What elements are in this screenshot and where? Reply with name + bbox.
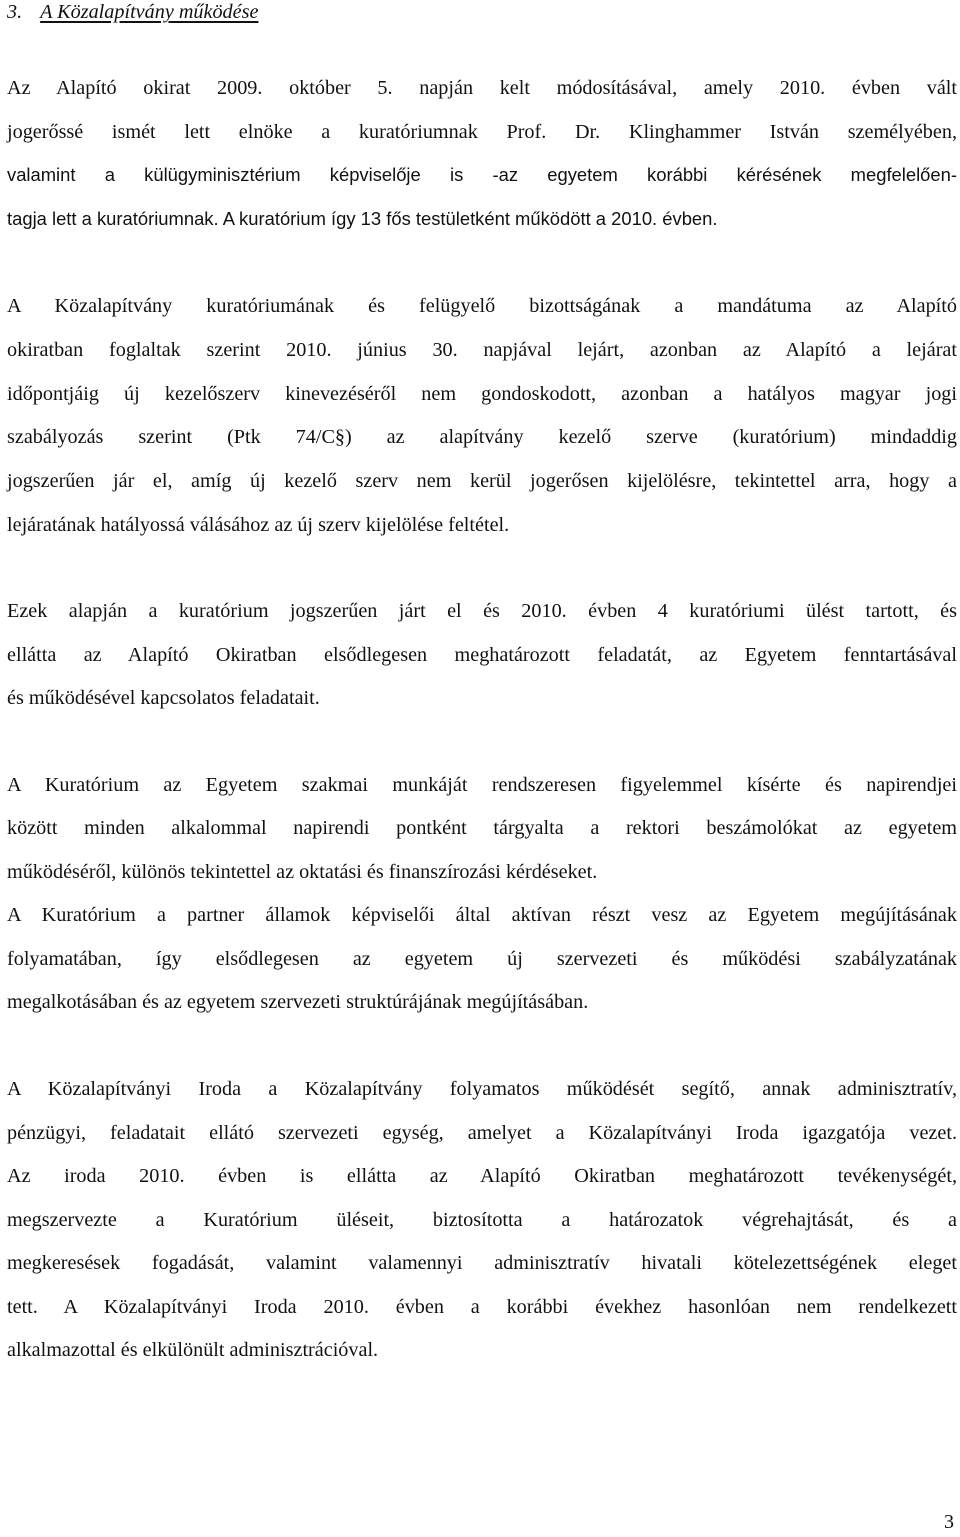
paragraph-2-line-5: jogszerűen jár el, amíg új kezelő szerv nem kerül jogerősen kijelölésre, tekintettel arra, hogy a: [7, 470, 957, 492]
paragraph-4-line-1: A Kuratórium az Egyetem szakmai munkáját rendszeresen figyelemmel kísérte és napirendjei: [7, 774, 957, 796]
paragraph-2-line-2: okiratban foglaltak szerint 2010. június 30. napjával lejárt, azonban az Alapító a lejárat: [7, 339, 957, 361]
paragraph-1-line-2: jogerőssé ismét lett elnöke a kuratóriumnak Prof. Dr. Klinghammer István személyében,: [7, 121, 957, 143]
paragraph-4-line-3: működéséről, különös tekintettel az oktatási és finanszírozási kérdéseket.: [7, 861, 598, 883]
paragraph-4-line-2: között minden alkalommal napirendi pontként tárgyalta a rektori beszámolókat az egyetem: [7, 817, 957, 839]
paragraph-2-line-1: A Közalapítvány kuratóriumának és felügyelő bizottságának a mandátuma az Alapító: [7, 295, 957, 317]
paragraph-3-line-1: Ezek alapján a kuratórium jogszerűen járt el és 2010. évben 4 kuratóriumi ülést tartott, és: [7, 600, 957, 622]
paragraph-6-line-2: pénzügyi, feladatait ellátó szervezeti egység, amelyet a Közalapítványi Iroda igazgatója vezet.: [7, 1122, 957, 1144]
section-heading: [7, 0, 258, 24]
paragraph-6-line-5: megkeresések fogadását, valamint valamennyi adminisztratív hivatali kötelezettségének eleget: [7, 1252, 957, 1274]
paragraph-2-line-3: időpontjáig új kezelőszerv kinevezéséről nem gondoskodott, azonban a hatályos magyar jogi: [7, 383, 957, 405]
paragraph-2-line-6: lejáratának hatályossá válásához az új szerv kijelölése feltétel.: [7, 514, 510, 536]
paragraph-5-line-1: A Kuratórium a partner államok képviselői által aktívan részt vesz az Egyetem megújításának: [7, 904, 957, 926]
paragraph-5-line-3: megalkotásában és az egyetem szervezeti struktúrájának megújításában.: [7, 991, 589, 1013]
section-number: 3.: [7, 1, 23, 23]
paragraph-1-line-1: Az Alapító okirat 2009. október 5. napján kelt módosításával, amely 2010. évben vált: [7, 77, 957, 99]
page-number: 3: [944, 1511, 954, 1533]
paragraph-6-line-1: A Közalapítványi Iroda a Közalapítvány folyamatos működését segítő, annak adminisztratív,: [7, 1078, 957, 1100]
paragraph-6-line-4: megszervezte a Kuratórium üléseit, biztosította a határozatok végrehajtását, és a: [7, 1209, 957, 1231]
paragraph-1-line-4: tagja lett a kuratóriumnak. A kuratórium így 13 fős testületként működött a 2010. évben.: [7, 208, 718, 229]
section-title: A Közalapítvány működése: [40, 1, 259, 23]
paragraph-3-line-2: ellátta az Alapító Okiratban elsődlegesen meghatározott feladatát, az Egyetem fenntartásával: [7, 644, 957, 666]
paragraph-3-line-3: és működésével kapcsolatos feladatait.: [7, 687, 320, 709]
paragraph-2-line-4: szabályozás szerint (Ptk 74/C§) az alapítvány kezelő szerve (kuratórium) mindaddig: [7, 426, 957, 448]
paragraph-6-line-7: alkalmazottal és elkülönült adminisztrációval.: [7, 1339, 379, 1361]
paragraph-6-line-3: Az iroda 2010. évben is ellátta az Alapító Okiratban meghatározott tevékenységét,: [7, 1165, 957, 1187]
paragraph-1-line-3: valamint a külügyminisztérium képviselője is -az egyetem korábbi kérésének megfelelően-: [7, 164, 957, 185]
paragraph-6-line-6: tett. A Közalapítványi Iroda 2010. évben a korábbi évekhez hasonlóan nem rendelkezett: [7, 1296, 957, 1318]
paragraph-5-line-2: folyamatában, így elsődlegesen az egyetem új szervezeti és működési szabályzatának: [7, 948, 957, 970]
